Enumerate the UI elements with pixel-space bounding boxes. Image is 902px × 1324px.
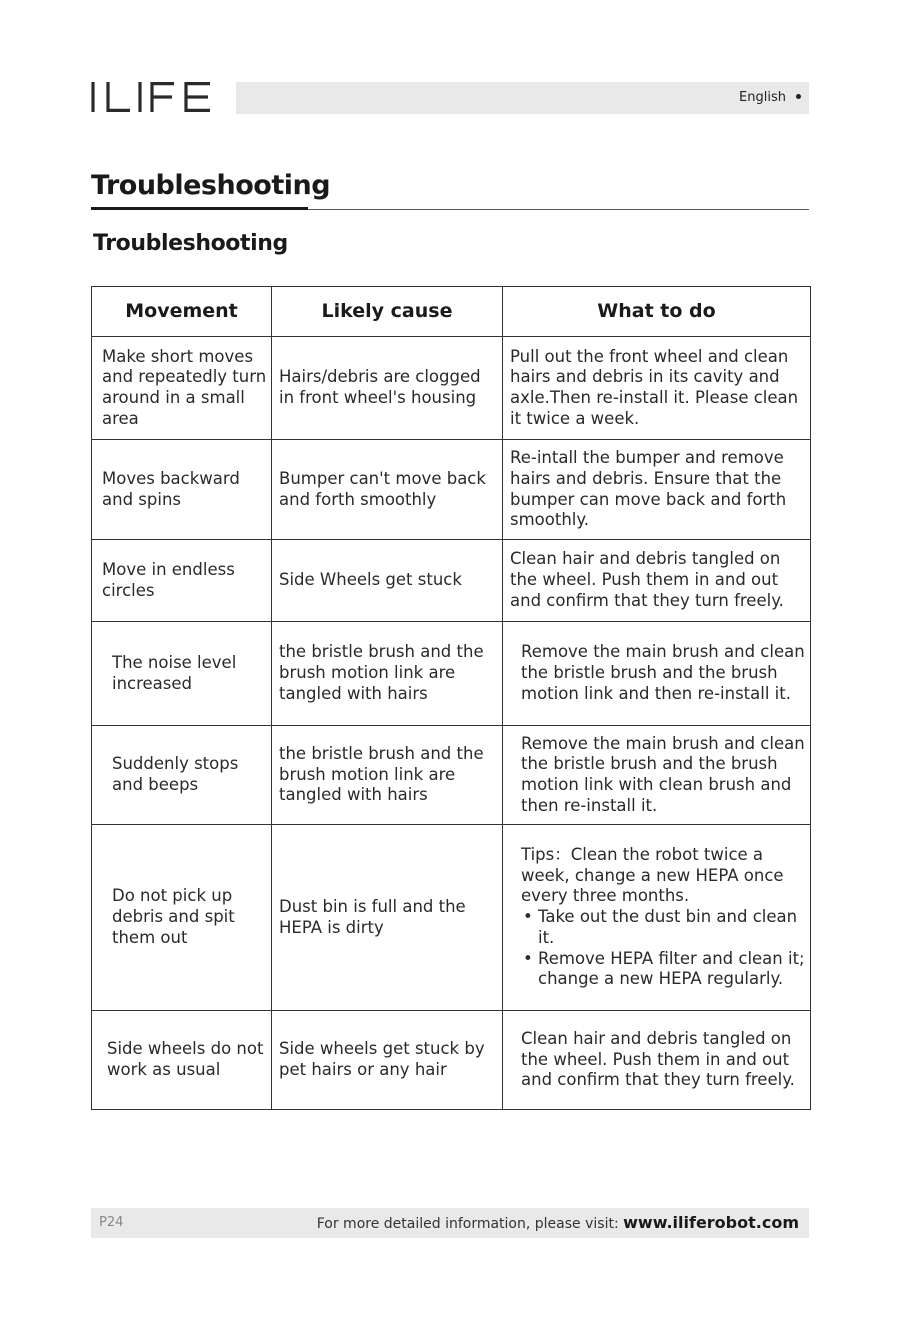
movement-cell: Moves backward and spins [92,440,272,540]
movement-cell: Suddenly stops and beeps [92,726,272,825]
table-row [92,1011,811,1110]
action-cell: Remove the main brush and clean the bristle brush and the brush motion link and then re-install it. [503,622,811,726]
table-row [92,825,811,1011]
cause-cell: Side wheels get stuck by pet hairs or any hair [272,1011,503,1110]
table-row [92,440,811,540]
header-movement: Movement [92,287,272,337]
tips-bullet: • Take out the dust bin and clean it. [521,907,808,948]
table-row [92,337,811,440]
cause-cell: Dust bin is full and the HEPA is dirty [272,825,503,1011]
header-bar [236,82,809,114]
movement-cell: The noise level increased [92,622,272,726]
movement-cell: Move in endless circles [92,540,272,622]
header-what-to-do: What to do [503,287,811,337]
movement-cell: Do not pick up debris and spit them out [92,825,272,1011]
header-likely-cause: Likely cause [272,287,503,337]
action-cell: Re-intall the bumper and remove hairs and debris. Ensure that the bumper can move back and forth smoothly. [503,440,811,540]
subsection-title: Troubleshooting [93,231,288,256]
page-number: P24 [99,1215,124,1230]
footer-text: For more detailed information, please visit: [316,1216,619,1232]
cause-cell: Bumper can't move back and forth smoothly [272,440,503,540]
website-link[interactable]: www.iliferobot.com [623,1213,799,1232]
cause-cell: Hairs/debris are clogged in front wheel's housing [272,337,503,440]
action-cell: Clean hair and debris tangled on the wheel. Push them in and out and confirm that they turn freely. [503,540,811,622]
movement-cell: Make short moves and repeatedly turn around in a small area [92,337,272,440]
action-cell: Clean hair and debris tangled on the wheel. Push them in and out and confirm that they turn freely. [503,1011,811,1110]
cause-cell: the bristle brush and the brush motion link are tangled with hairs [272,726,503,825]
bullet-dot-icon [796,94,801,99]
table-header-row [92,287,811,337]
footer-info [317,1208,799,1239]
tips-list [521,907,808,990]
tips-bullet: • Remove HEPA filter and clean it; change a new HEPA regularly. [521,949,808,990]
language-text: English [739,90,786,105]
action-cell: Pull out the front wheel and clean hairs and debris in its cavity and axle.Then re-install it. Please clean it twice a week. [503,337,811,440]
section-title-underline [91,207,308,210]
tips-text: Tips：Clean the robot twice a week, change a new HEPA once every three months. [521,845,784,906]
table-row [92,726,811,825]
table-row [92,540,811,622]
troubleshooting-table [91,286,811,1110]
table-row [92,622,811,726]
action-cell [503,825,811,1011]
cause-cell: Side Wheels get stuck [272,540,503,622]
language-label [739,82,801,114]
section-title: Troubleshooting [91,170,331,201]
cause-cell: the bristle brush and the brush motion link are tangled with hairs [272,622,503,726]
action-cell: Remove the main brush and clean the bristle brush and the brush motion link with clean brush and then re-install it. [503,726,811,825]
ilife-logo [90,78,212,118]
footer-bar [91,1208,809,1238]
movement-cell: Side wheels do not work as usual [92,1011,272,1110]
